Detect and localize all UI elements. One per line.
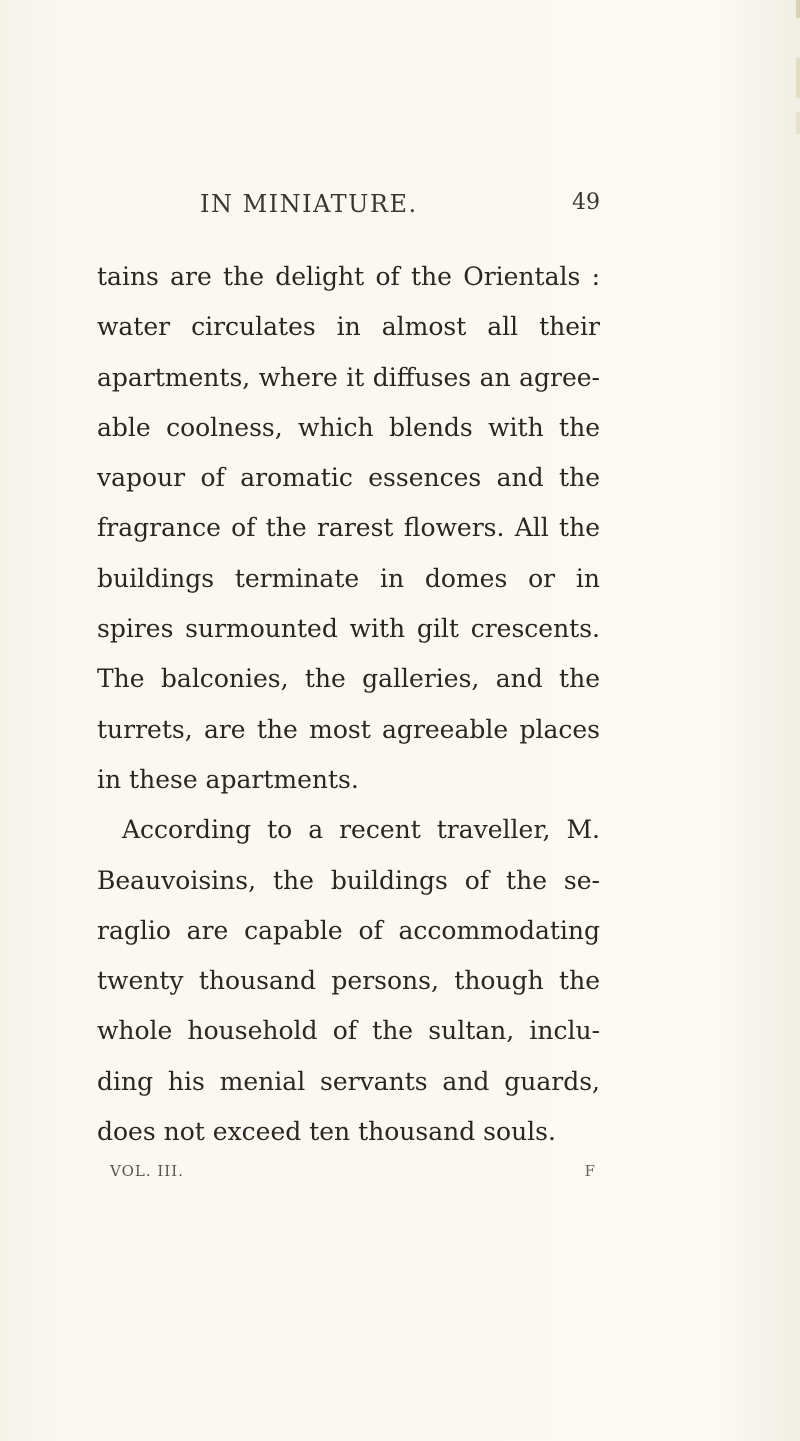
volume-signature: VOL. III.: [110, 1162, 184, 1180]
page-edge-mark: [796, 0, 800, 18]
text-line: able coolness, which blends with the: [97, 412, 600, 442]
text-line: According to a recent traveller, M.: [122, 815, 600, 845]
text-line: twenty thousand persons, though the: [97, 966, 600, 996]
signature-letter: F: [584, 1162, 595, 1180]
text-line: water circulates in almost all their: [97, 312, 600, 342]
text-line: does not exceed ten thousand souls.: [97, 1117, 556, 1147]
text-line: buildings terminate in domes or in: [97, 563, 600, 593]
text-line: apartments, where it diffuses an agree-: [97, 362, 600, 392]
signature-line: [110, 1162, 595, 1186]
text-line: Beauvoisins, the buildings of the se-: [97, 865, 600, 895]
page-edge-mark: [796, 112, 800, 134]
body-text: [97, 252, 600, 1157]
page-number: 49: [572, 190, 600, 215]
text-line: The balconies, the galleries, and the: [97, 664, 600, 694]
text-line: fragrance of the rarest flowers. All the: [97, 513, 600, 543]
page-edge-mark: [796, 58, 800, 98]
text-line: spires surmounted with gilt crescents.: [97, 614, 600, 644]
text-line: vapour of aromatic essences and the: [97, 463, 600, 493]
running-title: IN MINIATURE.: [200, 190, 418, 218]
text-line: tains are the delight of the Orientals :: [97, 262, 600, 291]
text-line: in these apartments.: [97, 764, 359, 794]
text-line: raglio are capable of accommodating: [97, 915, 600, 945]
running-head: [200, 190, 600, 220]
text-line: whole household of the sultan, inclu-: [97, 1016, 600, 1046]
text-line: ding his menial servants and guards,: [97, 1066, 600, 1096]
text-line: turrets, are the most agreeable places: [97, 714, 600, 744]
